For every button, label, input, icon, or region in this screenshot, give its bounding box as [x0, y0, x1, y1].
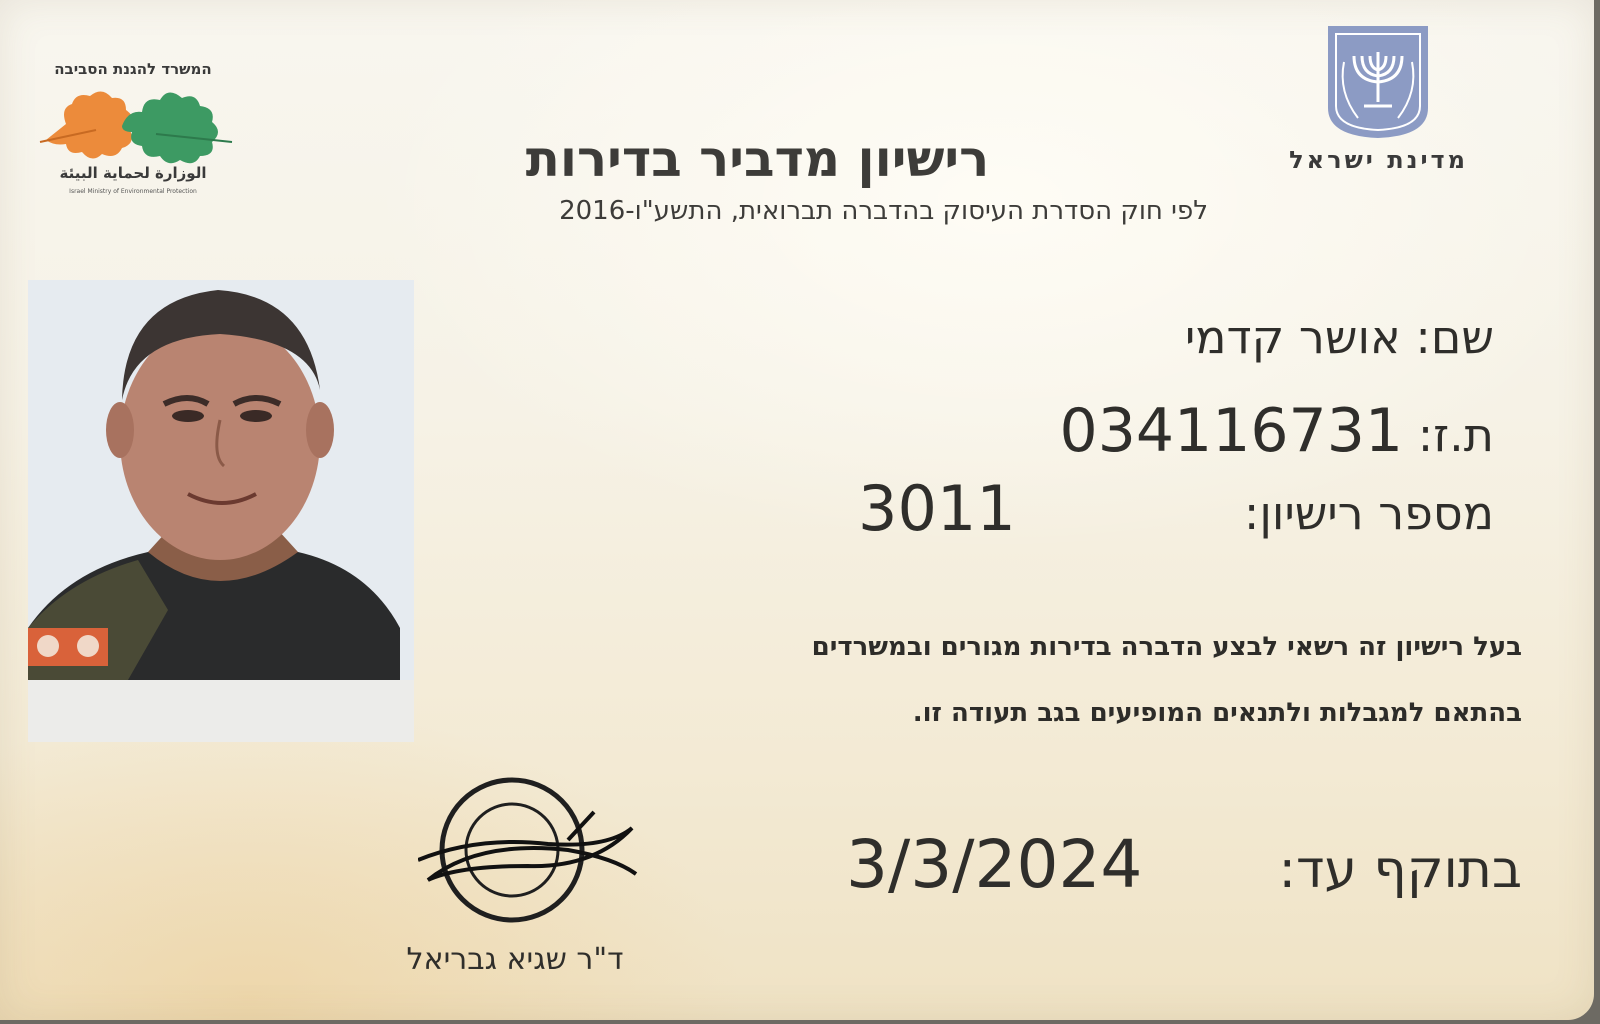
validity-date: 3/3/2024	[846, 826, 1143, 903]
ministry-logo	[28, 60, 238, 210]
holder-name-row	[1185, 310, 1494, 364]
validity-label: בתוקף עד:	[1278, 840, 1522, 900]
official-stamp-signature-icon	[418, 770, 658, 930]
license-subtitle: לפי חוק הסדרת העיסוק בהדברה תברואית, התשע"ו-2016	[559, 196, 1208, 226]
id-label: ת.ז:	[1417, 408, 1494, 462]
ministry-hebrew-name: המשרד להגנת הסביבה	[54, 60, 212, 78]
license-number-value: 3011	[858, 472, 1016, 545]
state-emblem-icon	[1324, 22, 1432, 140]
ministry-arabic-name: الوزارة لحماية البيئة	[59, 164, 207, 182]
license-title: רישיון מדביר בדירות	[525, 130, 990, 188]
state-name: מדינת ישראל	[1289, 146, 1468, 174]
permission-text-line-2: בהתאם למגבלות ולתנאים המופיעים בגב תעודה זו.	[912, 698, 1522, 728]
permission-text-line-1: בעל רישיון זה רשאי לבצע הדברה בדירות מגורים ובמשרדים	[811, 632, 1522, 662]
ministry-english-name: Israel Ministry of Environmental Protection	[69, 188, 197, 195]
id-value: 034116731	[1059, 396, 1404, 466]
license-number-label: מספר רישיון:	[1243, 486, 1494, 540]
license-number-row	[1244, 486, 1494, 540]
leaves-logo-icon	[36, 80, 236, 166]
signatory-name: ד"ר שגיא גבריאל	[406, 942, 624, 977]
name-value: אושר קדמי	[1185, 310, 1401, 364]
holder-photo	[28, 280, 414, 742]
holder-id-row	[1060, 396, 1494, 466]
name-label: שם:	[1415, 310, 1494, 364]
holder-portrait-icon	[28, 280, 414, 742]
